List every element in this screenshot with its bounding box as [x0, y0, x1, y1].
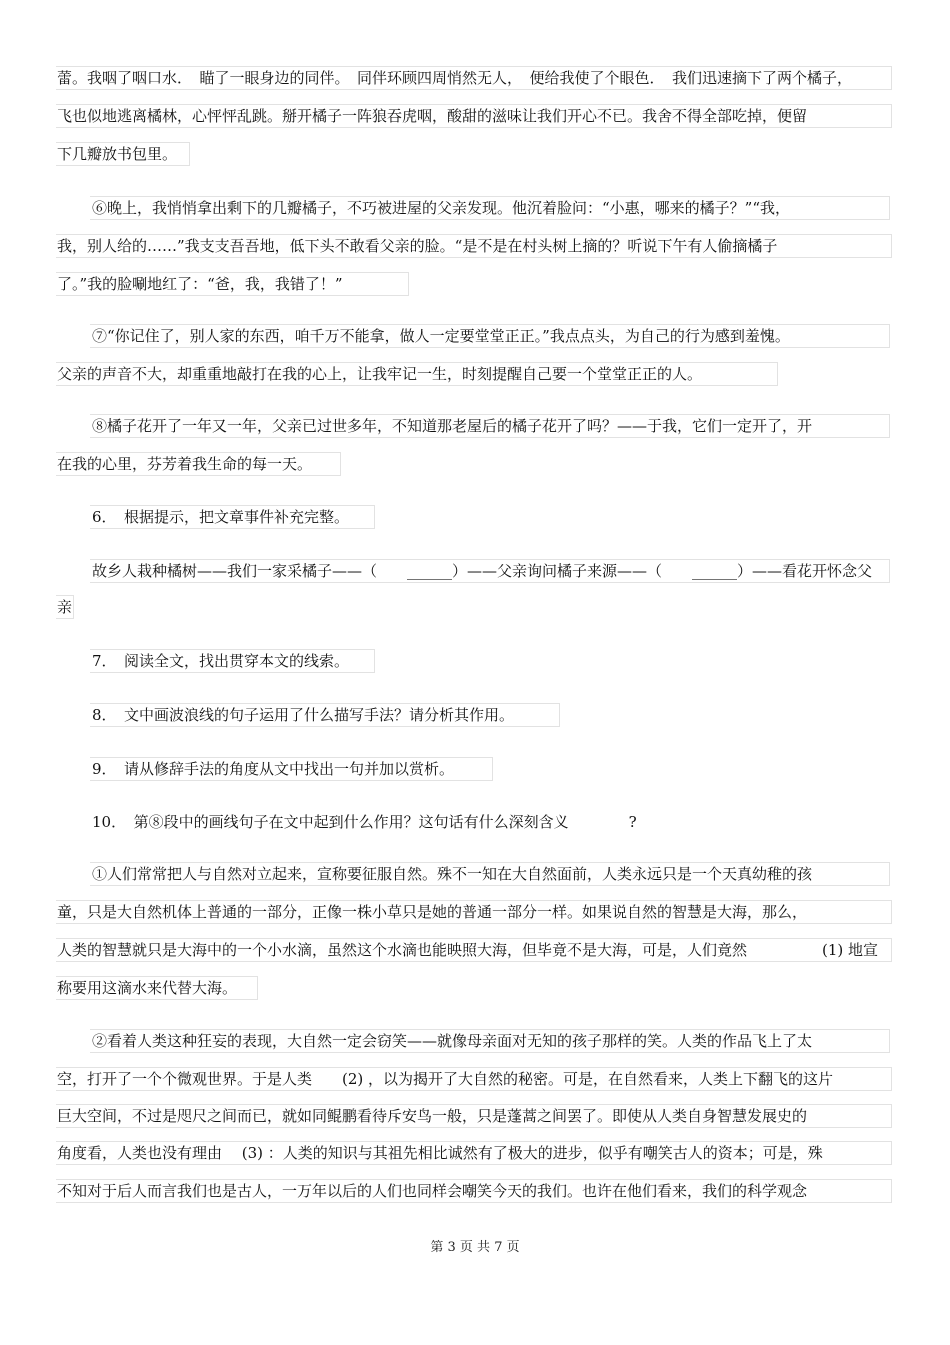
passage2-line: ②看着人类这种狂妄的表现，大自然一定会窃笑——就像母亲面对无知的孩子那样的笑。人类的作品飞上了太 [92, 1032, 813, 1050]
passage2-line: 人类的智慧就只是大海中的一个小水滴，虽然这个水滴也能映照大海，但毕竟不是大海，可是，人们竟然 (1) 地宣 [57, 941, 879, 959]
passage2-line: 空，打开了一个个微观世界。于是人类 (2) ，以为揭开了大自然的秘密。可是，在自然看来，人类上下翻飞的这片 [57, 1070, 834, 1088]
passage2-line: 称要用这滴水来代替大海。 [57, 979, 238, 997]
passage2-line: ①人们常常把人与自然对立起来，宣称要征服自然。殊不一知在大自然面前，人类永远只是一个天真幼稚的孩 [92, 865, 813, 883]
question-6: 6． 根据提示，把文章事件补充完整。 [92, 508, 350, 526]
passage1-line: 蕾。我咽了咽口水． 瞄了一眼身边的同伴。 同伴环顾四周悄然无人， 便给我使了个眼色． 我们迅速摘下了两个橘子， [57, 69, 853, 87]
passage2-line: 角度看，人类也没有理由 (3) ：人类的知识与其祖先相比诚然有了极大的进步，似乎有嘲笑古人的资本；可是，殊 [57, 1144, 823, 1162]
passage2-line: 巨大空间，不过是咫尺之间而已，就如同鲲鹏看待斥安鸟一般，只是蓬蒿之间罢了。即使从人类自身智慧发展史的 [57, 1107, 808, 1125]
question-6-fill-line: 故乡人栽种橘树——我们一家采橘子——（ ______）——父亲询问橘子来源——（ ______）——看花开怀念父 [92, 562, 873, 580]
passage1-line: 在我的心里，芬芳着我生命的每一天。 [57, 455, 313, 473]
passage1-line: ⑥晚上，我悄悄拿出剩下的几瓣橘子，不巧被进屋的父亲发现。他沉着脸问：“小惠，哪来的橘子？”“我， [92, 199, 791, 217]
question-9: 9． 请从修辞手法的角度从文中找出一句并加以赏析。 [92, 760, 455, 778]
passage1-line: 了。”我的脸唰地红了：“爸，我，我错了！” [57, 275, 343, 293]
passage2-line: 不知对于后人而言我们也是古人，一万年以后的人们也同样会嘲笑今天的我们。也许在他们看来，我们的科学观念 [57, 1182, 808, 1200]
passage1-line: ⑦“你记住了，别人家的东西，咱千万不能拿，做人一定要堂堂正正。”我点点头，为自己的行为感到羞愧。 [92, 327, 790, 345]
passage2-line: 童，只是大自然机体上普通的一部分，正像一株小草只是她的普通一部分一样。如果说自然的智慧是大海，那么， [57, 903, 808, 921]
question-6-fill-line: 亲 [57, 598, 73, 616]
passage1-line: 飞也似地逃离橘林，心怦怦乱跳。掰开橘子一阵狼吞虎咽，酸甜的滋味让我们开心不已。我舍不得全部吃掉，便留 [57, 107, 808, 125]
question-8: 8． 文中画波浪线的句子运用了什么描写手法？请分析其作用。 [92, 706, 515, 724]
question-10: 10． 第⑧段中的画线句子在文中起到什么作用？这句话有什么深刻含义 ? [92, 813, 637, 831]
passage1-line: 下几瓣放书包里。 [57, 145, 178, 163]
passage1-line: 我，别人给的……”我支支吾吾地，低下头不敢看父亲的脸。“是不是在村头树上摘的？听说下午有人偷摘橘子 [57, 237, 778, 255]
page-number: 第 3 页 共 7 页 [430, 1240, 520, 1255]
passage1-line: ⑧橘子花开了一年又一年，父亲已过世多年，不知道那老屋后的橘子花开了吗？——于我，它们一定开了，开 [92, 417, 813, 435]
passage1-line: 父亲的声音不大，却重重地敲打在我的心上，让我牢记一生，时刻提醒自己要一个堂堂正正的人。 [57, 365, 703, 383]
question-7: 7． 阅读全文，找出贯穿本文的线索。 [92, 652, 350, 670]
